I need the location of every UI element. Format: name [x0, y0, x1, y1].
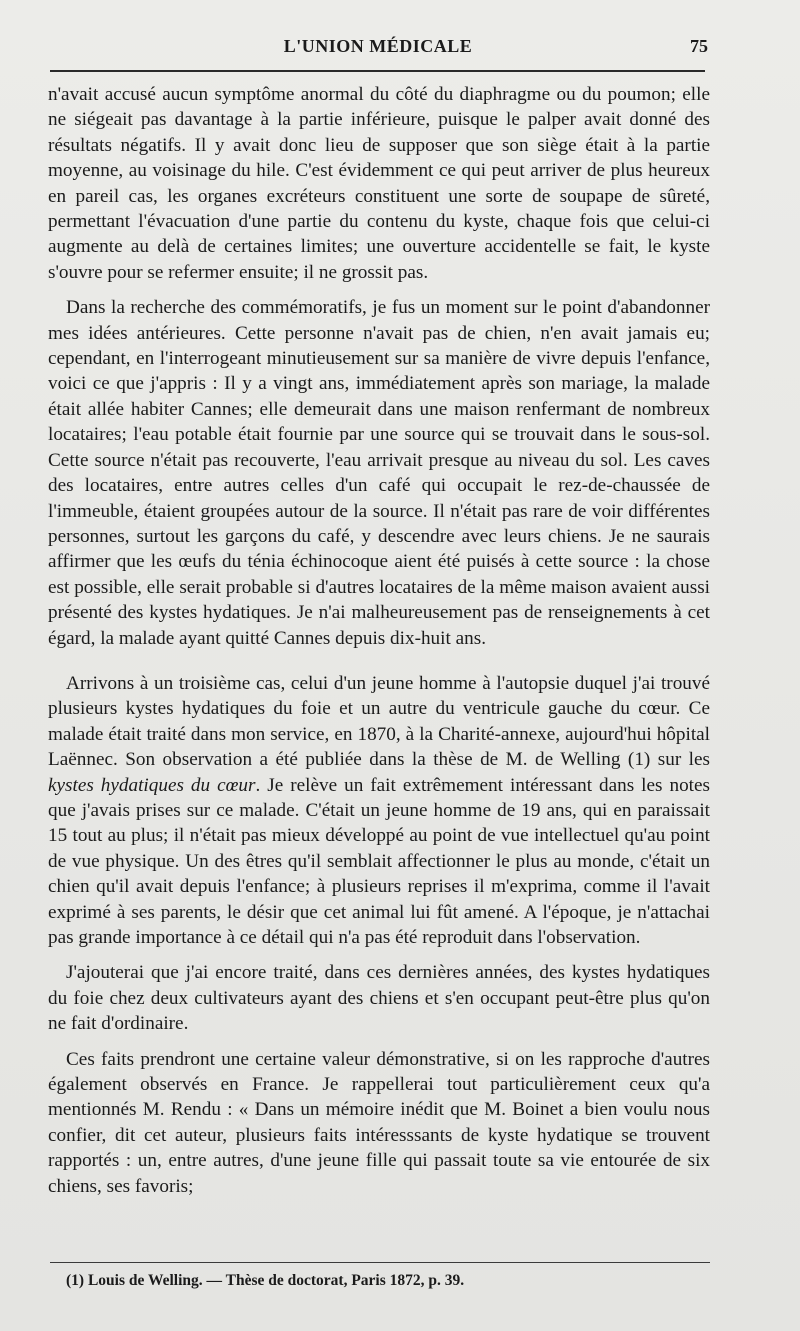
paragraph-gap [48, 950, 710, 960]
body-text [48, 82, 710, 1199]
page-header [48, 32, 708, 62]
footnote-rule [50, 1262, 710, 1263]
paragraph-3-italic-title: kystes hydatiques du cœur [48, 774, 256, 796]
paragraph-5: Ces faits prendront une certaine valeur démonstrative, si on les rapproche d'autres également observés en France. Je rappellerai tout particulièrement ceux qu'a mentionnés M. Rendu : « Dans un mémoire inédit que M. Boinet a bien voulu nous confier, dit cet auteur, plusieurs faits intéresssants de kyste hydatique se trouvent rapportés : un, entre autres, d'une jeune fille qui passait toute sa vie entourée de six chiens, ses favoris; [48, 1048, 710, 1197]
paragraph-gap [48, 285, 710, 295]
paragraph-gap [48, 651, 710, 671]
running-title: L'UNION MÉDICALE [283, 36, 473, 56]
paragraph-4: J'ajouterai que j'ai encore traité, dans ces dernières années, des kystes hydatiques du foie chez deux cultivateurs ayant des chiens et s'en occupant peut-être plus qu'on ne fait d'ordinaire. [48, 962, 710, 1035]
paragraph-1: n'avait accusé aucun symptôme anormal du côté du diaphragme ou du poumon; elle ne siégeait pas davantage à la partie inférieure, puisque le palper avait donné des résultats négatifs. Il y avait donc lieu de supposer que son siège était à la partie moyenne, au voisinage du hile. C'est évidemment ce qui peut arriver de plus heureux en pareil cas, les organes excréteurs constituent une sorte de soupape de sûreté, permettant l'évacuation d'une partie du contenu du kyste, chaque fois que celui-ci augmente au delà de certaines limites; une ouverture accidentelle se fait, le kyste s'ouvre pour se refermer ensuite; il ne grossit pas. [48, 84, 710, 283]
page-number: 75 [690, 36, 708, 56]
footnote: (1) Louis de Welling. — Thèse de doctorat, Paris 1872, p. 39. [66, 1272, 465, 1289]
paragraph-3-part-1: Arrivons à un troisième cas, celui d'un jeune homme à l'autopsie duquel j'ai trouvé plusieurs kystes hydatiques du foie et un autre du ventricule gauche du cœur. Ce malade était traité dans mon service, en 1870, à la Charité-annexe, aujourd'hui hôpital Laënnec. Son observation a été publiée dans la thèse de M. de Welling (1) sur les [48, 672, 710, 771]
paragraph-gap [48, 1037, 710, 1047]
header-rule [50, 70, 705, 72]
paragraph-3 [48, 671, 710, 950]
paragraph-3-part-2: . Je relève un fait extrêmement intéressant dans les notes que j'avais prises sur ce malade. C'était un jeune homme de 19 ans, qui en paraissait 15 tout au plus; il n'était pas mieux développé au point de vue intellectuel qu'au point de vue physique. Un des êtres qu'il semblait affectionner le plus au monde, c'était un chien qu'il avait depuis l'enfance; à plusieurs reprises il m'exprima, comme il l'avait exprimé à ses parents, le désir que cet animal lui fût amené. A l'époque, je n'attachai pas grande importance à ce détail qui n'a pas été reproduit dans l'observation. [48, 774, 710, 948]
paragraph-2: Dans la recherche des commémoratifs, je fus un moment sur le point d'abandonner mes idées antérieures. Cette personne n'avait pas de chien, n'en avait jamais eu; cependant, en l'interrogeant minutieusement sur sa manière de vivre depuis l'enfance, voici ce que j'appris : Il y a vingt ans, immédiatement après son mariage, la malade était allée habiter Cannes; elle demeurait dans une maison renfermant de nombreux locataires; l'eau potable était fournie par une source qui se trouvait dans le sous-sol. Cette source n'était pas recouverte, l'eau arrivait presque au niveau du sol. Les caves des locataires, entre autres celles d'un café qui occupait le rez-de-chaussée de l'immeuble, étaient groupées autour de la source. Il n'était pas rare de voir différentes personnes, surtout les garçons du café, y descendre avec leurs chiens. Je ne saurais affirmer que les œufs du ténia échinocoque aient été puisés à cette source : la chose est possible, elle serait probable si d'autres locataires de la même maison avaient aussi présenté des kystes hydatiques. Je n'ai malheureusement pas de renseignements à cet égard, la malade ayant quitté Cannes depuis dix-huit ans. [48, 297, 710, 649]
